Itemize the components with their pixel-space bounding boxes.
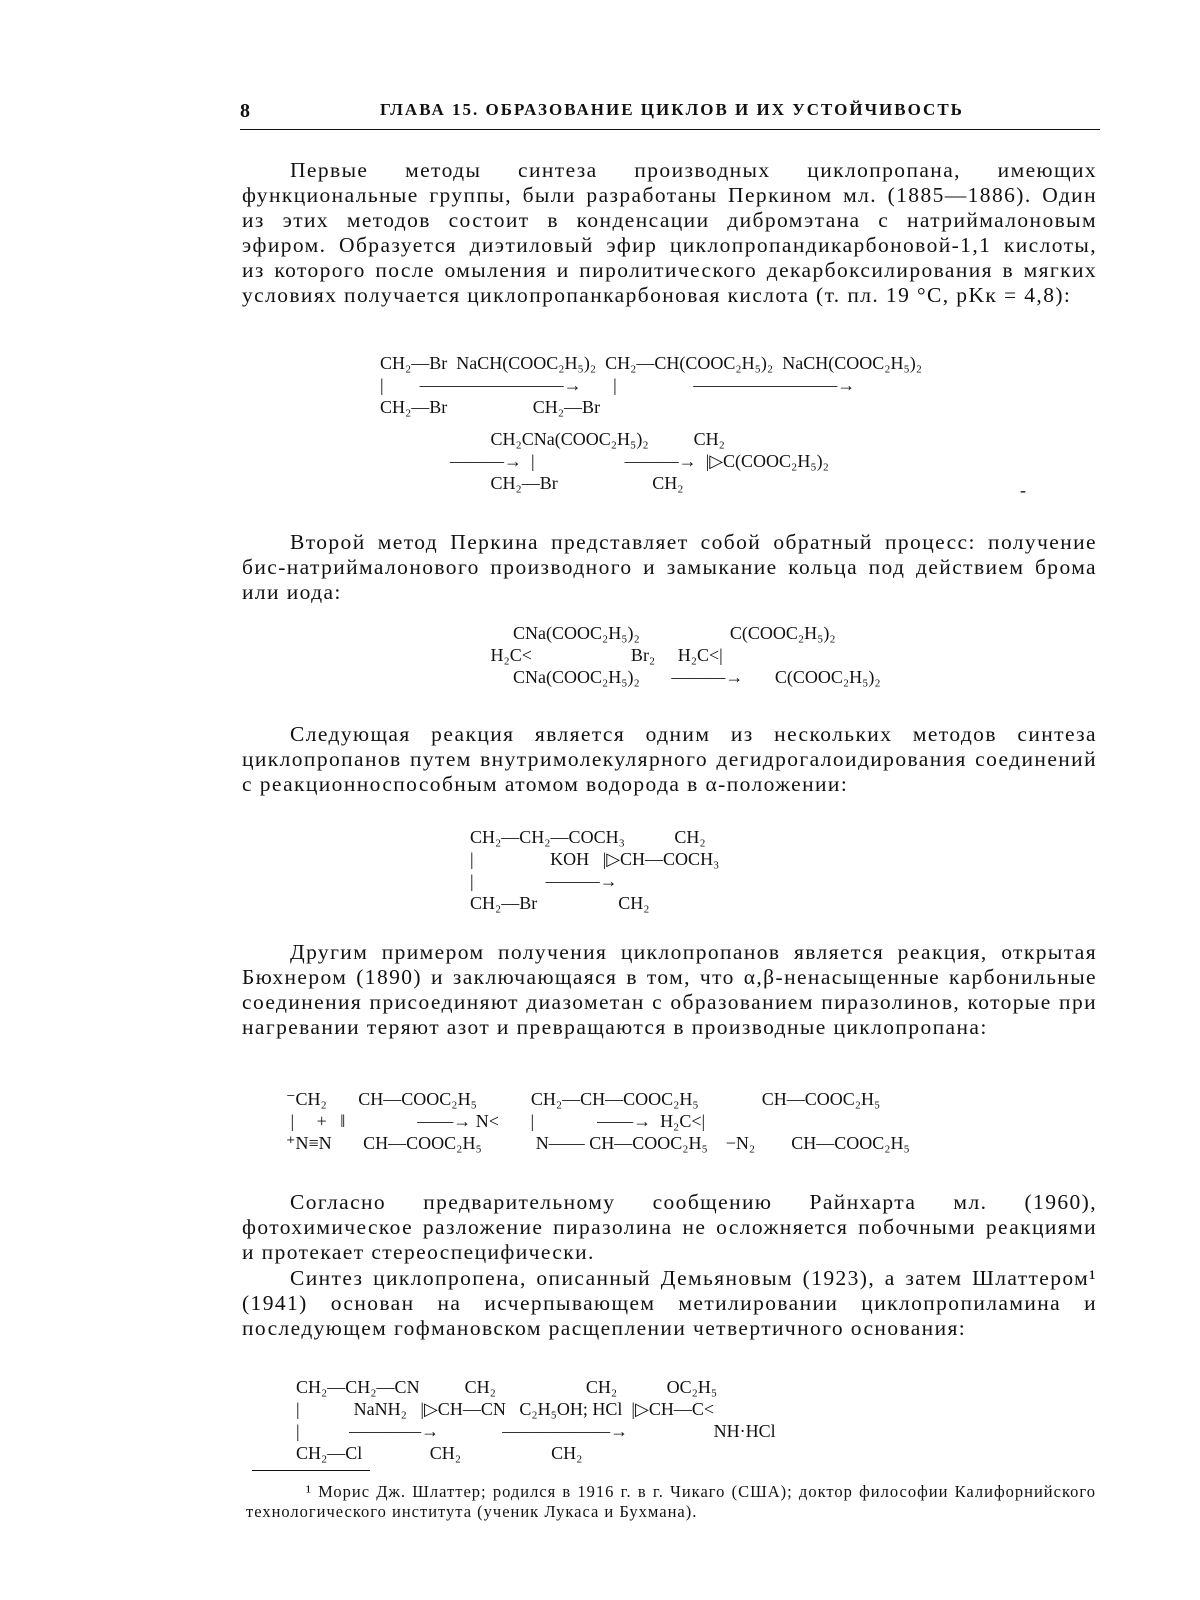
paragraph-2: Второй метод Перкина представляет собой обратный процесс: получение бис-натриймалонового производного и замыкание кольца под действием брома или иода: [242, 530, 1097, 604]
formula-2: CNa(COOC₂H₅)₂ C(COOC₂H₅)₂ H₂C< Br₂ H₂C<| CNa(COOC₂H₅)₂ ———→ C(COOC₂H₅)₂ [490, 623, 881, 687]
page-number: 8 [240, 100, 250, 122]
paragraph-1: Первые методы синтеза производных циклопропана, имеющих функциональные группы, были разработаны Перкином мл. (1885—1886). Один из этих методов состоит в конденсации дибромэтана с натриймалоновым эфиром. Образуется диэтиловый эфир циклопропандикарбоновой-1,1 кислоты, из которого после омыления и пиролитического декарбоксилирования в мягких условиях получается циклопропанкарбоновая кислота (т. пл. 19 °С, рKк = 4,8): [242, 158, 1097, 307]
paragraph-3: Следующая реакция является одним из нескольких методов синтеза циклопропанов путем внутримолекулярного дегидрогалоидирования соединений с реакционноспособным атомом водорода в α-положении: [242, 722, 1097, 796]
paragraph-4: Другим примером получения циклопропанов является реакция, открытая Бюхнером (1890) и заключающаяся в том, что α,β-ненасыщенные карбонильные соединения присоединяют диазометан с образованием пиразолинов, которые при нагревании теряют азот и превращаются в производные циклопропана: [242, 940, 1097, 1039]
formula-4: ⁻CH₂ CH—COOC₂H₅ CH₂—CH—COOC₂H₅ CH—COOC₂H₅ | + ‖ ——→ N< | ——→ H₂C<| ⁺N≡N CH—COOC₂H₅ N—— CH—COOC₂H₅ −N₂ CH—COOC₂H₅ [286, 1089, 910, 1153]
formula-5: CH₂—CH₂—CN CH₂ CH₂ OC₂H₅ | NaNH₂ |▷CH—CN C₂H₅OH; HCl |▷CH—C< | ————→ ——————→ NH·HCl CH₂—Cl CH₂ CH₂ [296, 1377, 776, 1463]
footnote: ¹ Морис Дж. Шлаттер; родился в 1916 г. в г. Чикаго (США); доктор философии Калифорнийского технологического института (ученик Лукаса и Бухмана). [246, 1482, 1096, 1521]
stray-dash: - [1020, 480, 1026, 500]
paragraph-5: Согласно предварительному сообщению Райнхарта мл. (1960), фотохимическое разложение пиразолина не осложняется побочными реакциями и протекает стереоспецифически. [242, 1190, 1097, 1264]
footnote-rule [252, 1470, 370, 1471]
paragraph-6: Синтез циклопропена, описанный Демьяновым (1923), а затем Шлаттером¹ (1941) основан на исчерпывающем метилировании циклопропиламина и последующем гофмановском расщеплении четвертичного основания: [242, 1266, 1097, 1340]
formula-1b: CH₂CNa(COOC₂H₅)₂ CH₂ ———→ | ———→ |▷C(COOC₂H₅)₂ CH₂—Br CH₂ [450, 429, 829, 493]
header-rule [240, 129, 1100, 130]
formula-3: CH₂—CH₂—COCH₃ CH₂ | KOH |▷CH—COCH₃ | ———→ CH₂—Br CH₂ [470, 827, 720, 913]
formula-1a: CH₂—Br NaCH(COOC₂H₅)₂ CH₂—CH(COOC₂H₅)₂ NaCH(COOC₂H₅)₂ | ————————→ | ————————→ CH₂—Br CH₂—Br [380, 353, 923, 417]
running-head: ГЛАВА 15. ОБРАЗОВАНИЕ ЦИКЛОВ И ИХ УСТОЙЧИВОСТЬ [380, 100, 964, 119]
